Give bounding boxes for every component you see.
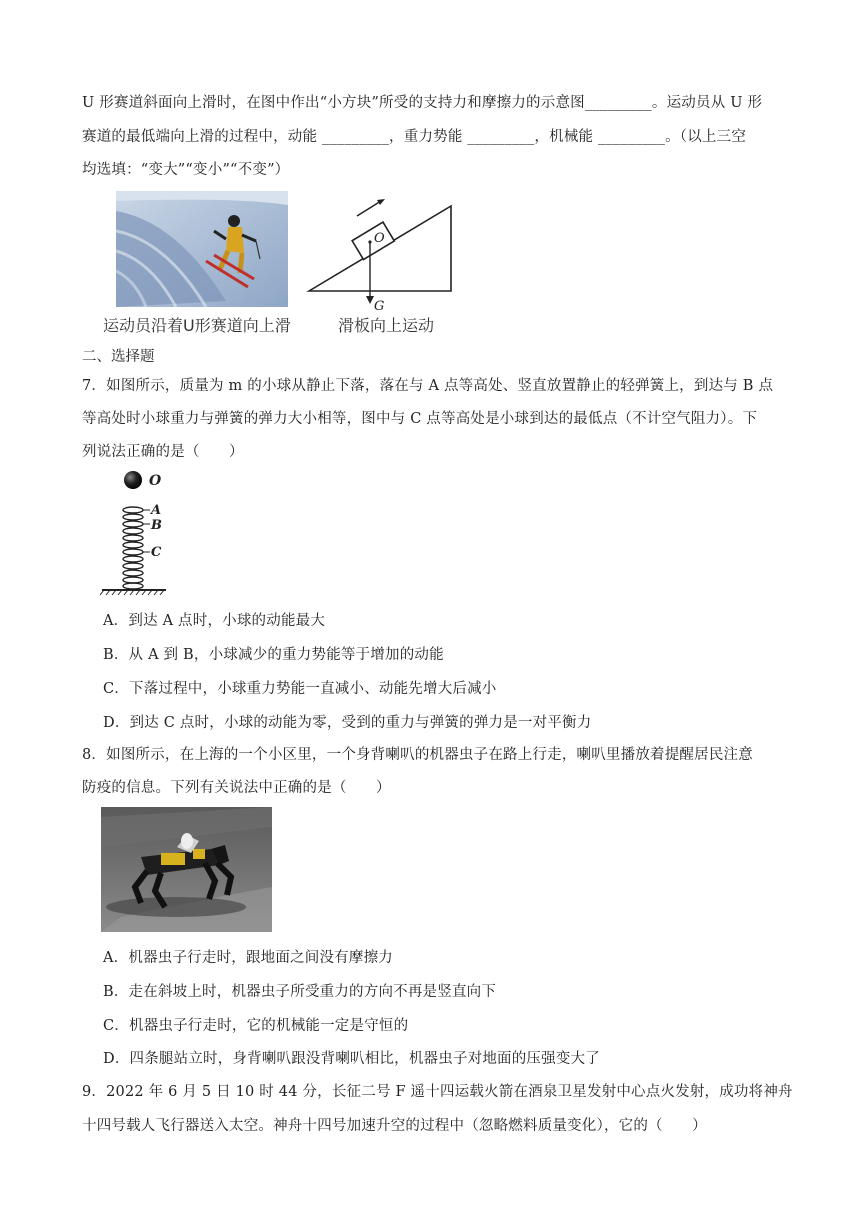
q6-line-2: 赛道的最低端向上滑的过程中，动能 _________，重力势能 _________，机械能 _________。（以上三空 — [82, 129, 747, 145]
q7-line-2: 等高处时小球重力与弹簧的弹力大小相等，图中与 C 点等高处是小球到达的最低点（不计空气阻力）。下 — [82, 411, 758, 427]
q6-line-3: 均选填：“变大”“变小”“不变”） — [82, 162, 290, 178]
section-heading: 二、选择题 — [82, 349, 155, 365]
q8-option-c: C．机器虫子行走时，它的机械能一定是守恒的 — [103, 1018, 409, 1034]
gravity-G-label: G — [374, 299, 385, 312]
ball-O-label: O — [149, 473, 162, 489]
q7-option-a: A．到达 A 点时，小球的动能最大 — [103, 613, 326, 629]
q7-line-3: 列说法正确的是（ ） — [82, 444, 244, 460]
robot-bug-photo — [101, 807, 272, 932]
q9-line-1: 9．2022 年 6 月 5 日 10 时 44 分，长征二号 F 遥十四运载火箭在酒泉卫星发射中心点火发射，成功将神舟 — [82, 1084, 793, 1100]
skier-photo — [116, 191, 288, 307]
q7-line-1: 7．如图所示，质量为 m 的小球从静止下落，落在与 A 点等高处、竖直放置静止的轻弹簧上，到达与 B 点 — [82, 378, 774, 394]
point-C-label: C — [151, 545, 162, 560]
q9-line-2: 十四号载人飞行器送入太空。神舟十四号加速升空的过程中（忽略燃料质量变化），它的（ ） — [82, 1118, 707, 1134]
incline-diagram — [305, 186, 455, 312]
caption-skier-photo: 运动员沿着U形赛道向上滑 — [103, 316, 291, 335]
point-O-label: O — [374, 231, 385, 246]
q7-option-d: D．到达 C 点时，小球的动能为零，受到的重力与弹簧的弹力是一对平衡力 — [103, 715, 592, 731]
q6-line-1: U 形赛道斜面向上滑时，在图中作出“小方块”所受的支持力和摩擦力的示意图_________。运动员从 U 形 — [82, 95, 763, 111]
q8-option-b: B．走在斜坡上时，机器虫子所受重力的方向不再是竖直向下 — [103, 984, 497, 1000]
q7-option-c: C．下落过程中，小球重力势能一直减小、动能先增大后减小 — [103, 681, 497, 697]
q7-option-b: B．从 A 到 B，小球减少的重力势能等于增加的动能 — [103, 647, 444, 663]
spring-diagram — [100, 466, 180, 596]
q8-line-2: 防疫的信息。下列有关说法中正确的是（ ） — [82, 780, 391, 796]
q8-option-a: A．机器虫子行走时，跟地面之间没有摩擦力 — [103, 950, 393, 966]
caption-incline-diagram: 滑板向上运动 — [338, 316, 435, 335]
point-B-label: B — [151, 518, 162, 533]
q8-line-1: 8．如图所示，在上海的一个小区里，一个身背喇叭的机器虫子在路上行走，喇叭里播放着提醒居民注意 — [82, 747, 753, 763]
point-A-label: A — [151, 503, 162, 518]
q8-option-d: D．四条腿站立时，身背喇叭跟没背喇叭相比，机器虫子对地面的压强变大了 — [103, 1051, 600, 1067]
